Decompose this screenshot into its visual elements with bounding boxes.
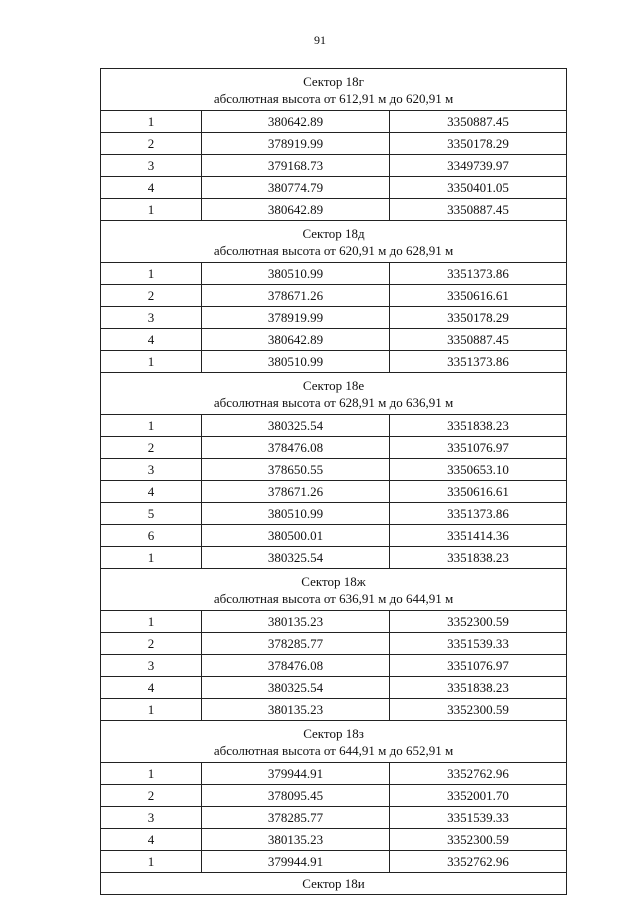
x-coordinate-cell: 378671.26 xyxy=(202,285,390,307)
sector-altitude-range: абсолютная высота от 628,91 м до 636,91 м xyxy=(213,395,454,410)
sector-header-row xyxy=(101,569,567,611)
y-coordinate-cell: 3351838.23 xyxy=(390,415,567,437)
sector-title: Сектор 18д xyxy=(302,226,365,241)
point-number-cell: 4 xyxy=(101,481,202,503)
sector-title: Сектор 18и xyxy=(302,876,365,891)
x-coordinate-cell: 378919.99 xyxy=(202,307,390,329)
table-row xyxy=(101,329,567,351)
point-number-cell: 2 xyxy=(101,133,202,155)
sector-header-row xyxy=(101,721,567,763)
x-coordinate-cell: 380325.54 xyxy=(202,547,390,569)
sector-header-row xyxy=(101,221,567,263)
table-row xyxy=(101,351,567,373)
x-coordinate-cell: 380135.23 xyxy=(202,699,390,721)
sector-header-row xyxy=(101,373,567,415)
point-number-cell: 4 xyxy=(101,329,202,351)
point-number-cell: 3 xyxy=(101,155,202,177)
table-row xyxy=(101,655,567,677)
point-number-cell: 4 xyxy=(101,829,202,851)
y-coordinate-cell: 3351414.36 xyxy=(390,525,567,547)
point-number-cell: 6 xyxy=(101,525,202,547)
table-row xyxy=(101,525,567,547)
x-coordinate-cell: 380642.89 xyxy=(202,329,390,351)
x-coordinate-cell: 378671.26 xyxy=(202,481,390,503)
table-row xyxy=(101,611,567,633)
sector-title: Сектор 18з xyxy=(303,726,364,741)
table-row xyxy=(101,459,567,481)
y-coordinate-cell: 3350616.61 xyxy=(390,481,567,503)
sector-altitude-range: абсолютная высота от 612,91 м до 620,91 м xyxy=(213,91,454,106)
table-row xyxy=(101,677,567,699)
point-number-cell: 3 xyxy=(101,807,202,829)
point-number-cell: 1 xyxy=(101,851,202,873)
table-row xyxy=(101,807,567,829)
point-number-cell: 1 xyxy=(101,699,202,721)
table-row xyxy=(101,285,567,307)
table-row xyxy=(101,851,567,873)
y-coordinate-cell: 3350887.45 xyxy=(390,199,567,221)
table-row xyxy=(101,263,567,285)
x-coordinate-cell: 378285.77 xyxy=(202,633,390,655)
x-coordinate-cell: 379944.91 xyxy=(202,763,390,785)
y-coordinate-cell: 3352762.96 xyxy=(390,763,567,785)
x-coordinate-cell: 380325.54 xyxy=(202,677,390,699)
sector-title: Сектор 18ж xyxy=(301,574,366,589)
x-coordinate-cell: 378095.45 xyxy=(202,785,390,807)
point-number-cell: 1 xyxy=(101,415,202,437)
point-number-cell: 3 xyxy=(101,459,202,481)
sector-header-row xyxy=(101,873,567,895)
sector-altitude-range: абсолютная высота от 644,91 м до 652,91 м xyxy=(213,743,454,758)
point-number-cell: 1 xyxy=(101,263,202,285)
x-coordinate-cell: 380135.23 xyxy=(202,611,390,633)
point-number-cell: 5 xyxy=(101,503,202,525)
point-number-cell: 3 xyxy=(101,655,202,677)
sector-header xyxy=(101,373,567,415)
table-row xyxy=(101,763,567,785)
y-coordinate-cell: 3350401.05 xyxy=(390,177,567,199)
y-coordinate-cell: 3349739.97 xyxy=(390,155,567,177)
sector-header xyxy=(101,69,567,111)
x-coordinate-cell: 380135.23 xyxy=(202,829,390,851)
y-coordinate-cell: 3351539.33 xyxy=(390,807,567,829)
x-coordinate-cell: 380510.99 xyxy=(202,351,390,373)
table-row xyxy=(101,547,567,569)
table-row xyxy=(101,785,567,807)
point-number-cell: 1 xyxy=(101,199,202,221)
y-coordinate-cell: 3352300.59 xyxy=(390,699,567,721)
coordinates-table-body xyxy=(101,69,567,895)
sector-header xyxy=(101,873,567,895)
y-coordinate-cell: 3350178.29 xyxy=(390,307,567,329)
point-number-cell: 1 xyxy=(101,611,202,633)
table-row xyxy=(101,633,567,655)
y-coordinate-cell: 3352300.59 xyxy=(390,829,567,851)
y-coordinate-cell: 3351076.97 xyxy=(390,655,567,677)
sector-altitude-range: абсолютная высота от 636,91 м до 644,91 м xyxy=(213,591,454,606)
x-coordinate-cell: 380510.99 xyxy=(202,503,390,525)
y-coordinate-cell: 3351076.97 xyxy=(390,437,567,459)
y-coordinate-cell: 3350653.10 xyxy=(390,459,567,481)
sector-title: Сектор 18г xyxy=(303,74,364,89)
table-row xyxy=(101,111,567,133)
point-number-cell: 4 xyxy=(101,677,202,699)
point-number-cell: 1 xyxy=(101,763,202,785)
table-row xyxy=(101,437,567,459)
table-row xyxy=(101,199,567,221)
table-row xyxy=(101,307,567,329)
y-coordinate-cell: 3352300.59 xyxy=(390,611,567,633)
table-row xyxy=(101,481,567,503)
y-coordinate-cell: 3351838.23 xyxy=(390,547,567,569)
x-coordinate-cell: 380774.79 xyxy=(202,177,390,199)
table-row xyxy=(101,829,567,851)
x-coordinate-cell: 380325.54 xyxy=(202,415,390,437)
y-coordinate-cell: 3351373.86 xyxy=(390,351,567,373)
y-coordinate-cell: 3350616.61 xyxy=(390,285,567,307)
y-coordinate-cell: 3352762.96 xyxy=(390,851,567,873)
y-coordinate-cell: 3350178.29 xyxy=(390,133,567,155)
point-number-cell: 2 xyxy=(101,633,202,655)
y-coordinate-cell: 3351373.86 xyxy=(390,263,567,285)
y-coordinate-cell: 3352001.70 xyxy=(390,785,567,807)
x-coordinate-cell: 378476.08 xyxy=(202,655,390,677)
sector-title: Сектор 18е xyxy=(302,378,365,393)
x-coordinate-cell: 378285.77 xyxy=(202,807,390,829)
x-coordinate-cell: 379944.91 xyxy=(202,851,390,873)
sector-header xyxy=(101,569,567,611)
coordinates-table xyxy=(100,68,567,895)
y-coordinate-cell: 3351539.33 xyxy=(390,633,567,655)
point-number-cell: 2 xyxy=(101,437,202,459)
y-coordinate-cell: 3350887.45 xyxy=(390,111,567,133)
coordinates-table-container xyxy=(100,68,566,895)
sector-header-row xyxy=(101,69,567,111)
x-coordinate-cell: 378919.99 xyxy=(202,133,390,155)
y-coordinate-cell: 3351373.86 xyxy=(390,503,567,525)
table-row xyxy=(101,177,567,199)
x-coordinate-cell: 380642.89 xyxy=(202,111,390,133)
table-row xyxy=(101,155,567,177)
sector-header xyxy=(101,221,567,263)
sector-altitude-range: абсолютная высота от 620,91 м до 628,91 м xyxy=(213,243,454,258)
page-number: 91 xyxy=(314,33,326,47)
y-coordinate-cell: 3351838.23 xyxy=(390,677,567,699)
y-coordinate-cell: 3350887.45 xyxy=(390,329,567,351)
x-coordinate-cell: 378476.08 xyxy=(202,437,390,459)
table-row xyxy=(101,699,567,721)
x-coordinate-cell: 380510.99 xyxy=(202,263,390,285)
point-number-cell: 2 xyxy=(101,785,202,807)
x-coordinate-cell: 380500.01 xyxy=(202,525,390,547)
table-row xyxy=(101,133,567,155)
point-number-cell: 1 xyxy=(101,111,202,133)
table-row xyxy=(101,415,567,437)
sector-header xyxy=(101,721,567,763)
x-coordinate-cell: 378650.55 xyxy=(202,459,390,481)
point-number-cell: 3 xyxy=(101,307,202,329)
table-row xyxy=(101,503,567,525)
point-number-cell: 2 xyxy=(101,285,202,307)
x-coordinate-cell: 380642.89 xyxy=(202,199,390,221)
point-number-cell: 1 xyxy=(101,547,202,569)
point-number-cell: 1 xyxy=(101,351,202,373)
x-coordinate-cell: 379168.73 xyxy=(202,155,390,177)
point-number-cell: 4 xyxy=(101,177,202,199)
